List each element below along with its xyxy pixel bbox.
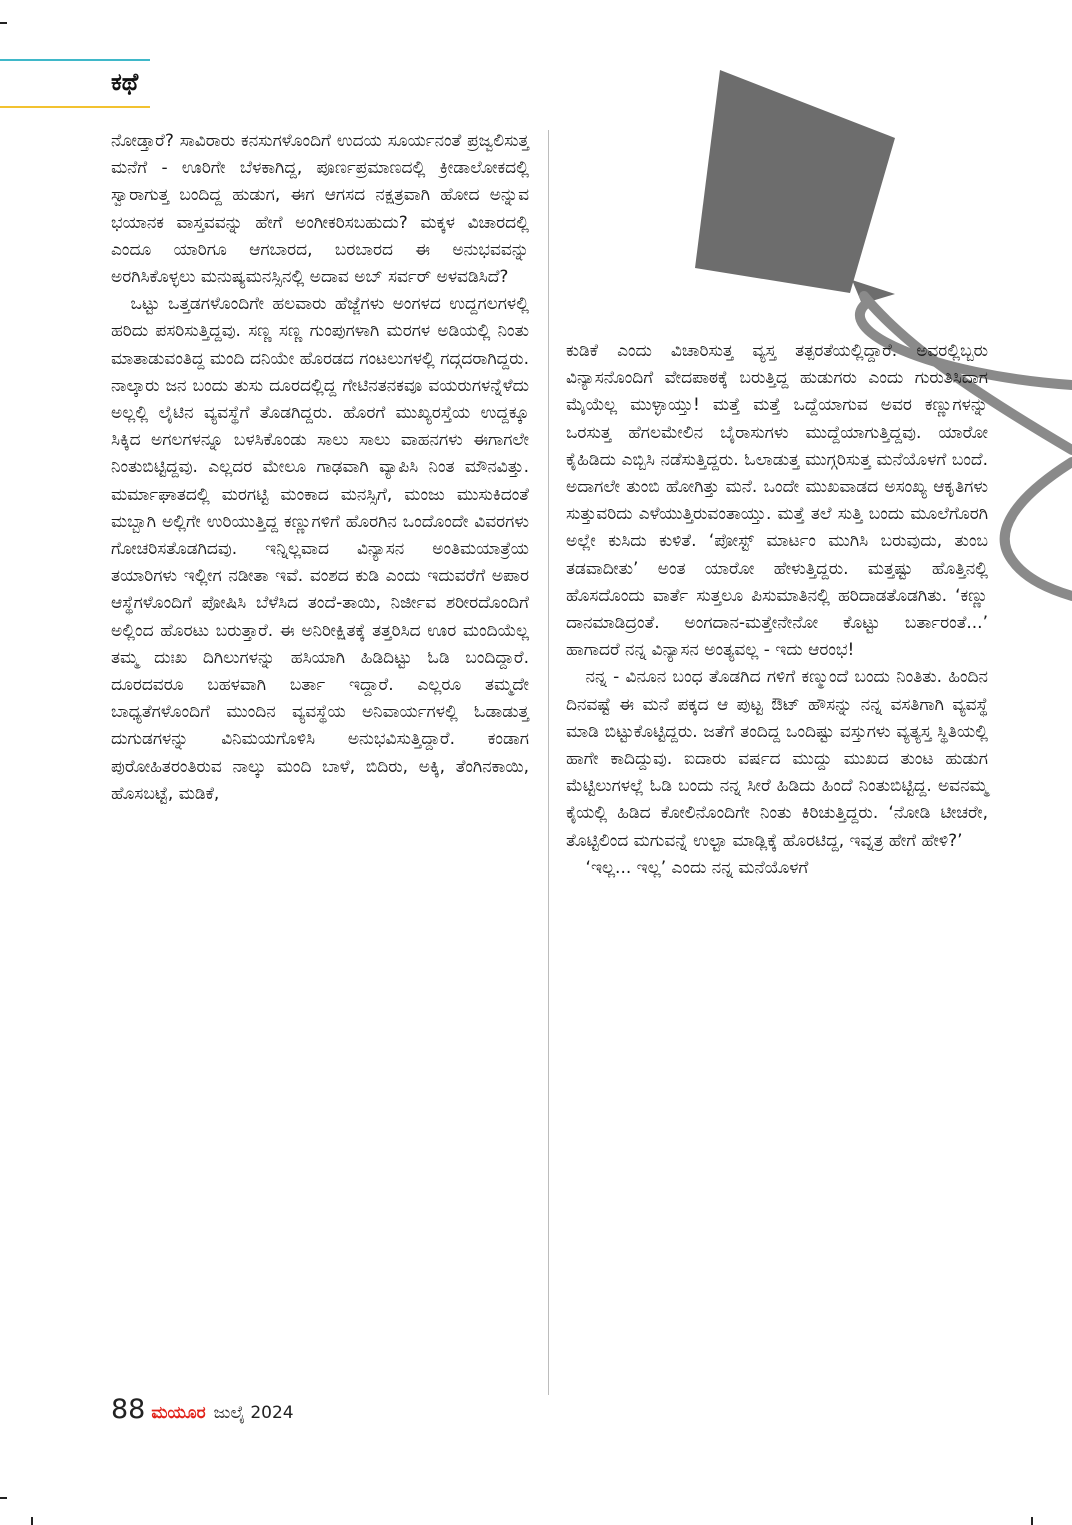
article-paragraph: ಕುಡಿಕೆ ಎಂದು ವಿಚಾರಿಸುತ್ತ ವ್ಯಸ್ತ ತತ್ಪರತೆಯಲ್ಲಿದ್ದಾರೆ. ಅವರಲ್ಲಿಬ್ಬರು ವಿನ್ಯಾಸನೊಂದಿಗೆ ವೇದಪಾಠಕ್ಕೆ ಬರುತ್ತಿದ್ದ ಹುಡುಗರು ಎಂದು ಗುರುತಿಸಿದಾಗ ಮೈಯೆಲ್ಲ ಮುಳ್ಳಾಯ್ತು! ಮತ್ತೆ ಮತ್ತೆ ಒದ್ದೆಯಾಗುವ ಅವರ ಕಣ್ಣುಗಳನ್ನು ಒರಸುತ್ತ ಹೆಗಲಮೇಲಿನ ಬೈರಾಸುಗಳು ಮುದ್ದೆಯಾಗುತ್ತಿದ್ದವು. ಯಾರೋ ಕೈಹಿಡಿದು ಎಬ್ಬಿಸಿ ನಡೆಸುತ್ತಿದ್ದರು. ಓಲಾಡುತ್ತ ಮುಗ್ಗರಿಸುತ್ತ ಮನೆಯೊಳಗೆ ಬಂದೆ. ಅದಾಗಲೇ ತುಂಬಿ ಹೋಗಿತ್ತು ಮನೆ. ಒಂದೇ ಮುಖವಾಡದ ಅಸಂಖ್ಯ ಆಕೃತಿಗಳು ಸುತ್ತುವರಿದು ಎಳೆಯುತ್ತಿರುವಂತಾಯ್ತು. ಮತ್ತೆ ತಲೆ ಸುತ್ತಿ ಬಂದು ಮೂಲೆಗೊರಗಿ ಅಲ್ಲೇ ಕುಸಿದು ಕುಳಿತೆ. ‘ಪೋಸ್ಟ್ ಮಾರ್ಟಂ ಮುಗಿಸಿ ಬರುವುದು, ತುಂಬ ತಡವಾದೀತು’ ಅಂತ ಯಾರೋ ಹೇಳುತ್ತಿದ್ದರು. ಮತ್ತಷ್ಟು ಹೊತ್ತಿನಲ್ಲಿ ಹೊಸದೊಂದು ವಾರ್ತೆ ಸುತ್ತಲೂ ಪಿಸುಮಾತಿನಲ್ಲಿ ಹರಿದಾಡತೊಡಗಿತು. ‘ಕಣ್ಣು ದಾನಮಾಡಿದ್ರಂತೆ. ಅಂಗದಾನ-ಮತ್ತೇನೇನೋ ಕೊಟ್ಟು ಬರ್ತಾರಂತೆ...’ ಹಾಗಾದರೆ ನನ್ನ ವಿನ್ಯಾಸನ ಅಂತ್ಯವಲ್ಲ - ಇದು ಆರಂಭ! bbox=[566, 341, 988, 661]
kite-icon bbox=[690, 38, 920, 313]
crop-mark bbox=[31, 1517, 33, 1525]
section-rule-bottom bbox=[0, 106, 150, 108]
section-rule-top bbox=[0, 59, 150, 61]
article-column-right bbox=[566, 338, 988, 882]
article-paragraph: ನೋಡ್ತಾರೆ? ಸಾವಿರಾರು ಕನಸುಗಳೊಂದಿಗೆ ಉದಯ ಸೂರ್ಯನಂತೆ ಪ್ರಜ್ವಲಿಸುತ್ತ ಮನೆಗೆ - ಊರಿಗೇ ಬೆಳಕಾಗಿದ್ದ, ಪೂರ್ಣಪ್ರಮಾಣದಲ್ಲಿ ಕ್ರೀಡಾಲೋಕದಲ್ಲಿ ಸ್ವಾರಾಗುತ್ತ ಬಂದಿದ್ದ ಹುಡುಗ, ಈಗ ಆಗಸದ ನಕ್ಷತ್ರವಾಗಿ ಹೋದ ಅನ್ನುವ ಭಯಾನಕ ವಾಸ್ತವವನ್ನು ಹೇಗೆ ಅಂಗೀಕರಿಸಬಹುದು? ಮಕ್ಕಳ ವಿಚಾರದಲ್ಲಿ ಎಂದೂ ಯಾರಿಗೂ ಆಗಬಾರದ, ಬರಬಾರದ ಈ ಅನುಭವವನ್ನು ಅರಗಿಸಿಕೊಳ್ಳಲು ಮನುಷ್ಯಮನಸ್ಸಿನಲ್ಲಿ ಅದಾವ ಅಬ್ ಸರ್ವರ್ ಅಳವಡಿಸಿದೆ? bbox=[111, 131, 529, 288]
crop-mark bbox=[0, 1497, 7, 1499]
crop-mark bbox=[1031, 1517, 1033, 1525]
column-divider bbox=[548, 130, 549, 1395]
issue-date: ಜುಲೈ 2024 bbox=[213, 1403, 294, 1423]
magazine-logo: ಮಯೂರ bbox=[151, 1403, 206, 1423]
article-paragraph: ಒಟ್ಟು ಒತ್ತಡಗಳೊಂದಿಗೇ ಹಲವಾರು ಹೆಜ್ಜೆಗಳು ಅಂಗಳದ ಉದ್ದಗಲಗಳಲ್ಲಿ ಹರಿದು ಪಸರಿಸುತ್ತಿದ್ದವು. ಸಣ್ಣ ಸಣ್ಣ ಗುಂಪುಗಳಾಗಿ ಮರಗಳ ಅಡಿಯಲ್ಲಿ ನಿಂತು ಮಾತಾಡುವಂತಿದ್ದ ಮಂದಿ ದನಿಯೇ ಹೊರಡದ ಗಂಟಲುಗಳಲ್ಲಿ ಗದ್ಗದರಾಗಿದ್ದರು. ನಾಲ್ಕಾರು ಜನ ಬಂದು ತುಸು ದೂರದಲ್ಲಿದ್ದ ಗೇಟಿನತನಕವೂ ವಯರುಗಳನ್ನೆಳೆದು ಅಲ್ಲಲ್ಲಿ ಲೈಟಿನ ವ್ಯವಸ್ಥೆಗೆ ತೊಡಗಿದ್ದರು. ಹೊರಗೆ ಮುಖ್ಯರಸ್ತೆಯ ಉದ್ದಕ್ಕೂ ಸಿಕ್ಕಿದ ಅಗಲಗಳನ್ನೂ ಬಳಸಿಕೊಂಡು ಸಾಲು ಸಾಲು ವಾಹನಗಳು ಈಗಾಗಲೇ ನಿಂತುಬಿಟ್ಟಿದ್ದವು. ಎಲ್ಲದರ ಮೇಲೂ ಗಾಢವಾಗಿ ವ್ಯಾಪಿಸಿ ನಿಂತ ಮೌನವಿತ್ತು. ಮರ್ಮಾಘಾತದಲ್ಲಿ ಮರಗಟ್ಟಿ ಮಂಕಾದ ಮನಸ್ಸಿಗೆ, ಮಂಜು ಮುಸುಕಿದಂತೆ ಮಬ್ಬಾಗಿ ಅಲ್ಲಿಗೇ ಉರಿಯುತ್ತಿದ್ದ ಕಣ್ಣುಗಳಿಗೆ ಹೊರಗಿನ ಒಂದೊಂದೇ ವಿವರಗಳು ಗೋಚರಿಸತೊಡಗಿದವು. ಇನ್ನಿಲ್ಲವಾದ ವಿನ್ಯಾಸನ ಅಂತಿಮಯಾತ್ರೆಯ ತಯಾರಿಗಳು ಇಲ್ಲೀಗ ನಡೀತಾ ಇವೆ. ವಂಶದ ಕುಡಿ ಎಂದು ಇದುವರೆಗೆ ಅಪಾರ ಆಸ್ಥೆಗಳೊಂದಿಗೆ ಪೋಷಿಸಿ ಬೆಳೆಸಿದ ತಂದೆ-ತಾಯಿ, ನಿರ್ಜೀವ ಶರೀರದೊಂದಿಗೆ ಅಲ್ಲಿಂದ ಹೊರಟು ಬರುತ್ತಾರೆ. ಈ ಅನಿರೀಕ್ಷಿತಕ್ಕೆ ತತ್ತರಿಸಿದ ಊರ ಮಂದಿಯೆಲ್ಲ ತಮ್ಮ ದುಃಖ ದಿಗಿಲುಗಳನ್ನು ಹಸಿಯಾಗಿ ಹಿಡಿದಿಟ್ಟು ಓಡಿ ಬಂದಿದ್ದಾರೆ. ದೂರದವರೂ ಬಹಳವಾಗಿ ಬರ್ತಾ ಇದ್ದಾರೆ. ಎಲ್ಲರೂ ತಮ್ಮದೇ ಬಾಧ್ಯತೆಗಳೊಂದಿಗೆ ಮುಂದಿನ ವ್ಯವಸ್ಥೆಯ ಅನಿವಾರ್ಯಗಳಲ್ಲಿ ಓಡಾಡುತ್ತ ದುಗುಡಗಳನ್ನು ವಿನಿಮಯಗೊಳಿಸಿ ಅನುಭವಿಸುತ್ತಿದ್ದಾರೆ. ಕಂಡಾಗ ಪುರೋಹಿತರಂತಿರುವ ನಾಲ್ಕು ಮಂದಿ ಬಾಳೆ, ಬಿದಿರು, ಅಕ್ಕಿ, ತೆಂಗಿನಕಾಯಿ, ಹೊಸಬಟ್ಟೆ, ಮಡಿಕೆ, bbox=[111, 294, 529, 804]
article-column-left bbox=[111, 128, 529, 808]
section-label: ಕಥೆ bbox=[111, 68, 139, 96]
crop-mark bbox=[0, 22, 7, 24]
article-paragraph: ನನ್ನ - ವಿನೂನ ಬಂಧ ತೊಡಗಿದ ಗಳಿಗೆ ಕಣ್ಮುಂದೆ ಬಂದು ನಿಂತಿತು. ಹಿಂದಿನ ದಿನವಷ್ಟೆ ಈ ಮನೆ ಪಕ್ಕದ ಆ ಪುಟ್ಟ ಔಟ್ ಹೌಸನ್ನು ನನ್ನ ವಸತಿಗಾಗಿ ವ್ಯವಸ್ಥೆ ಮಾಡಿ ಬಿಟ್ಟುಕೊಟ್ಟಿದ್ದರು. ಜತೆಗೆ ತಂದಿದ್ದ ಒಂದಿಷ್ಟು ವಸ್ತುಗಳು ವ್ಯತ್ಯಸ್ತ ಸ್ಥಿತಿಯಲ್ಲಿ ಹಾಗೇ ಕಾದಿದ್ದುವು. ಐದಾರು ವರ್ಷದ ಮುದ್ದು ಮುಖದ ತುಂಟ ಹುಡುಗ ಮೆಟ್ಟಿಲುಗಳಲ್ಲೆ ಓಡಿ ಬಂದು ನನ್ನ ಸೀರೆ ಹಿಡಿದು ಹಿಂದೆ ನಿಂತುಬಿಟ್ಟಿದ್ದ. ಅವನಮ್ಮ ಕೈಯಲ್ಲಿ ಹಿಡಿದ ಕೋಲಿನೊಂದಿಗೇ ನಿಂತು ಕಿರಿಚುತ್ತಿದ್ದರು. ‘ನೋಡಿ ಟೀಚರೇ, ತೊಟ್ಟಿಲಿಂದ ಮಗುವನ್ನೆ ಉಲ್ಟಾ ಮಾಡ್ಲಿಕ್ಕೆ ಹೊರಟಿದ್ದ, ಇವ್ನತ್ರ ಹೇಗೆ ಹೇಳಿ?’ bbox=[566, 667, 988, 851]
page-footer bbox=[111, 1394, 294, 1430]
page-number: 88 bbox=[111, 1394, 146, 1425]
article-paragraph: ‘ಇಲ್ಲ... ಇಲ್ಲ’ ಎಂದು ನನ್ನ ಮನೆಯೊಳಗೆ bbox=[585, 857, 809, 878]
